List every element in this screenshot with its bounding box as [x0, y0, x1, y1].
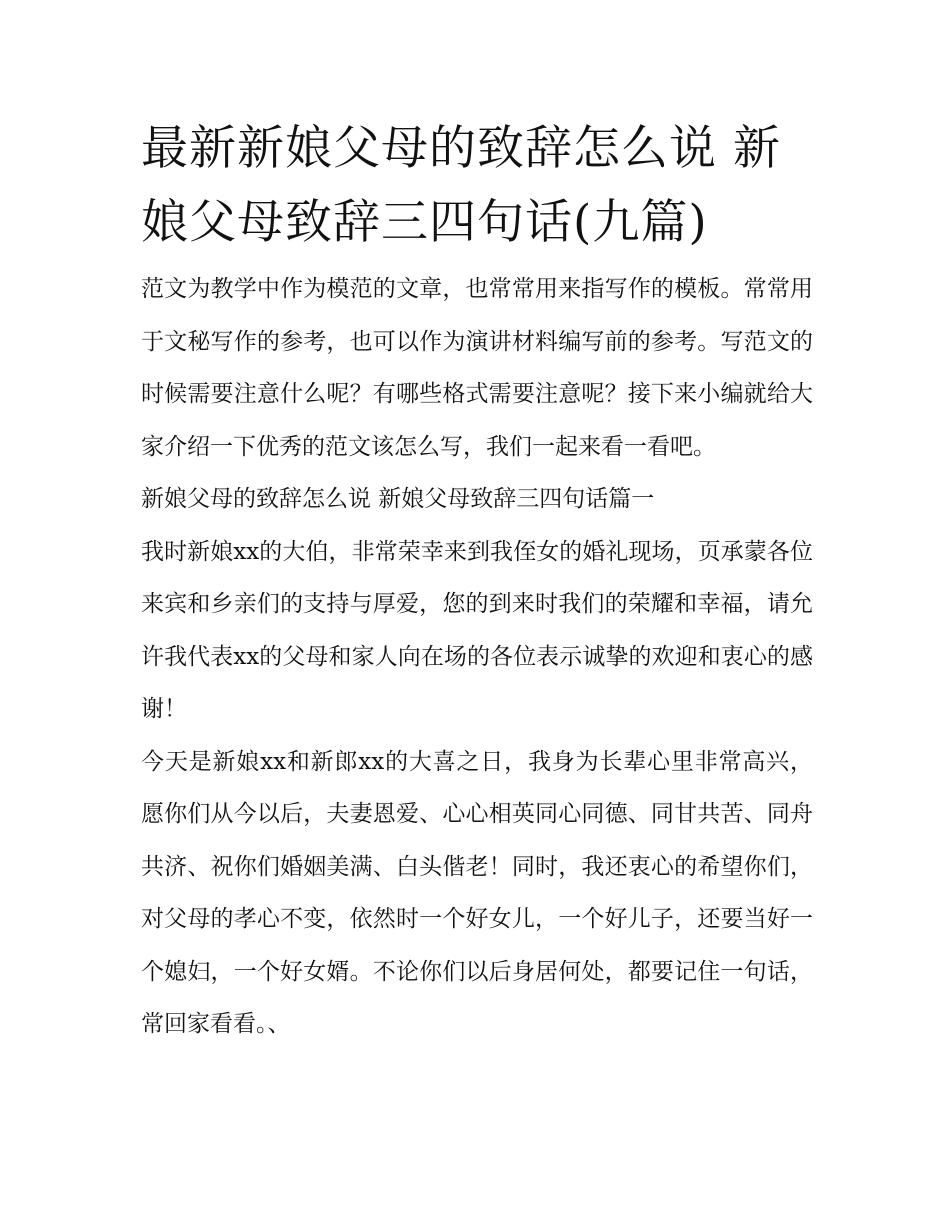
- section-heading: 新娘父母的致辞怎么说 新娘父母致辞三四句话篇一: [141, 486, 655, 512]
- speech-paragraph-1: 我时新娘xx的大伯，非常荣幸来到我侄女的婚礼现场，页承蒙各位来宾和乡亲们的支持与厚爱，您的到来时我们的荣耀和幸福，请允许我代表xx的父母和家人向在场的各位表示诚挚的欢迎和衷心的感谢！: [141, 538, 813, 722]
- document-title: 最新新娘父母的致辞怎么说 新娘父母致辞三四句话(九篇): [141, 121, 781, 250]
- document-page: [141, 112, 813, 1051]
- speech-paragraph-2: 今天是新娘xx和新郎xx的大喜之日，我身为长辈心里非常高兴，愿你们从今以后，夫妻恩爱、心心相英同心同德、同甘共苦、同舟共济、祝你们婚姻美满、白头偕老！同时，我还衷心的希望你们，对父母的孝心不变，依然时一个好女儿，一个好儿子，还要当好一个媳妇，一个好女婿。不论你们以后身居何处，都要记住一句话，常回家看看。、: [141, 748, 813, 1037]
- intro-paragraph: 范文为教学中作为模范的文章，也常常用来指写作的模板。常常用于文秘写作的参考，也可以作为演讲材料编写前的参考。写范文的时候需要注意什么呢？有哪些格式需要注意呢？接下来小编就给大家介绍一下优秀的范文该怎么写，我们一起来看一看吧。: [141, 276, 813, 460]
